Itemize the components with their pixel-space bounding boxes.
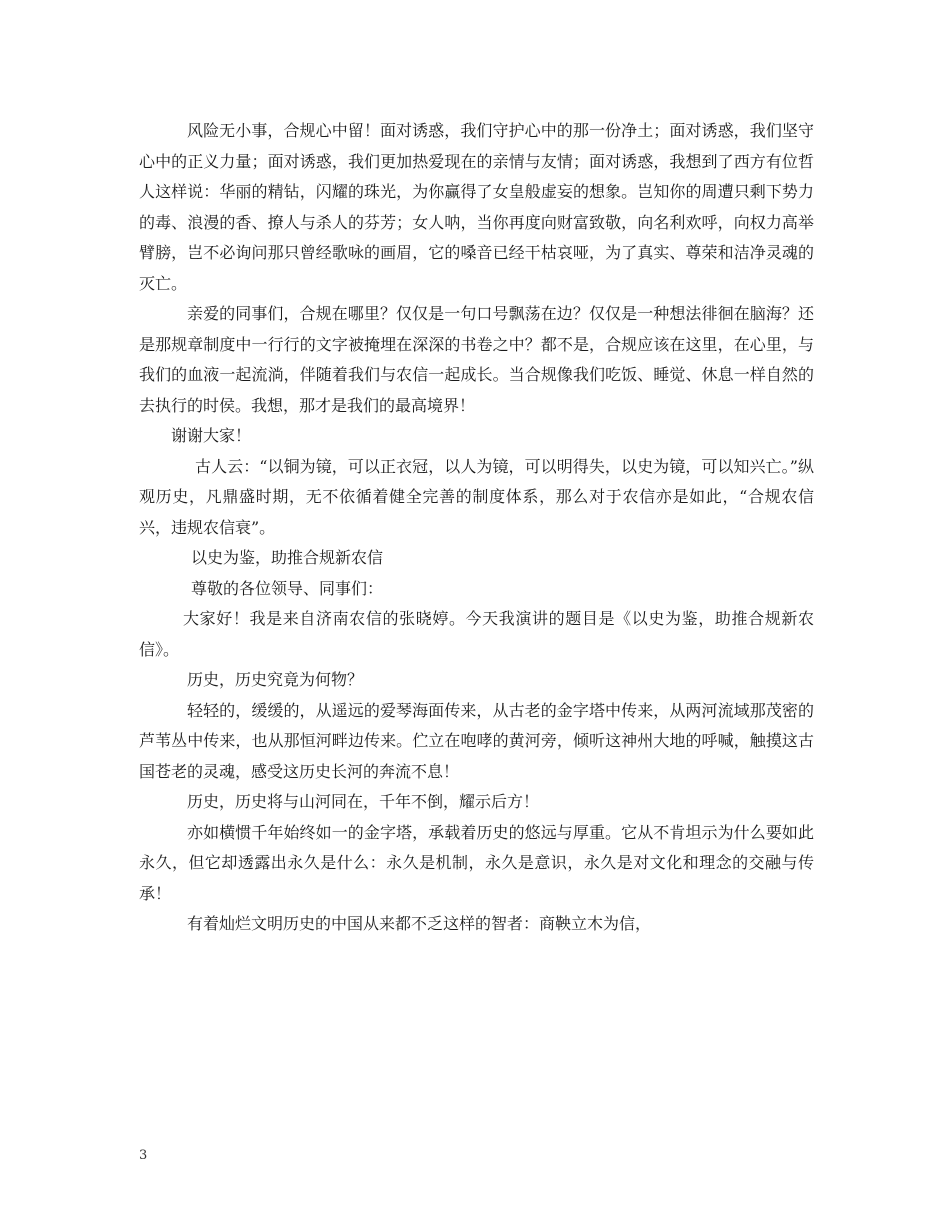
page-number: 3 bbox=[139, 1148, 148, 1163]
paragraph-8: 历史，历史究竟为何物？ bbox=[187, 670, 364, 689]
paragraph-9: 轻轻的，缓缓的，从遥远的爱琴海面传来，从古老的金字塔中传来，从两河流域那茂密的芦苇丛中传来，也从那恒河畔边传来。伫立在咆哮的黄河旁，倾听这神州大地的呼喊，触摸这古国苍老的灵魂，感受这历史长河的奔流不息！ bbox=[139, 700, 814, 781]
paragraph-12: 有着灿烂文明历史的中国从来都不乏这样的智者：商鞅立木为信， bbox=[187, 914, 652, 933]
paragraph-5: 以史为鉴，助推合规新农信 bbox=[191, 548, 384, 567]
paragraph-7: 大家好！我是来自济南农信的张晓婷。今天我演讲的题目是《以史为鉴，助推合规新农信》。 bbox=[139, 609, 814, 659]
paragraph-2: 亲爱的同事们，合规在哪里？仅仅是一句口号飘荡在边？仅仅是一种想法徘徊在脑海？还是那规章制度中一行行的文字被掩埋在深深的书卷之中？都不是，合规应该在这里，在心里，与我们的血液一起流淌，伴随着我们与农信一起成长。当合规像我们吃饭、睡觉、休息一样自然的去执行的时侯。我想，那才是我们的最高境界！ bbox=[139, 304, 814, 415]
paragraph-6: 尊敬的各位领导、同事们： bbox=[191, 578, 384, 598]
paragraph-3: 谢谢大家！ bbox=[171, 426, 252, 445]
document-body bbox=[139, 116, 814, 940]
paragraph-4: 古人云：“以铜为镜，可以正衣冠，以人为镜，可以明得失，以史为镜，可以知兴亡。”纵观历史，凡鼎盛时期，无不依循着健全完善的制度体系，那么对于农信亦是如此，“合规农信兴，违规农信衰”。 bbox=[139, 456, 814, 537]
paragraph-11: 亦如横惯千年始终如一的金字塔，承载着历史的悠远与厚重。它从不肯坦示为什么要如此永久，但它却透露出永久是什么：永久是机制，永久是意识，永久是对文化和理念的交融与传承！ bbox=[139, 822, 814, 903]
paragraph-10: 历史，历史将与山河同在，千年不倒，耀示后方！ bbox=[187, 792, 540, 811]
paragraph-1: 风险无小事，合规心中留！面对诱惑，我们守护心中的那一份净土；面对诱惑，我们坚守心中的正义力量；面对诱惑，我们更加热爱现在的亲情与友情；面对诱惑，我想到了西方有位哲人这样说：华丽的精钻，闪耀的珠光，为你赢得了女皇般虚妄的想象。岂知你的周遭只剩下势力的毒、浪漫的香、撩人与杀人的芬芳；女人呐，当你再度向财富致敬，向名利欢呼，向权力高举臂膀，岂不必询问那只曾经歌咏的画眉，它的嗓音已经干枯哀哑，为了真实、尊荣和洁净灵魂的灭亡。 bbox=[139, 121, 814, 293]
